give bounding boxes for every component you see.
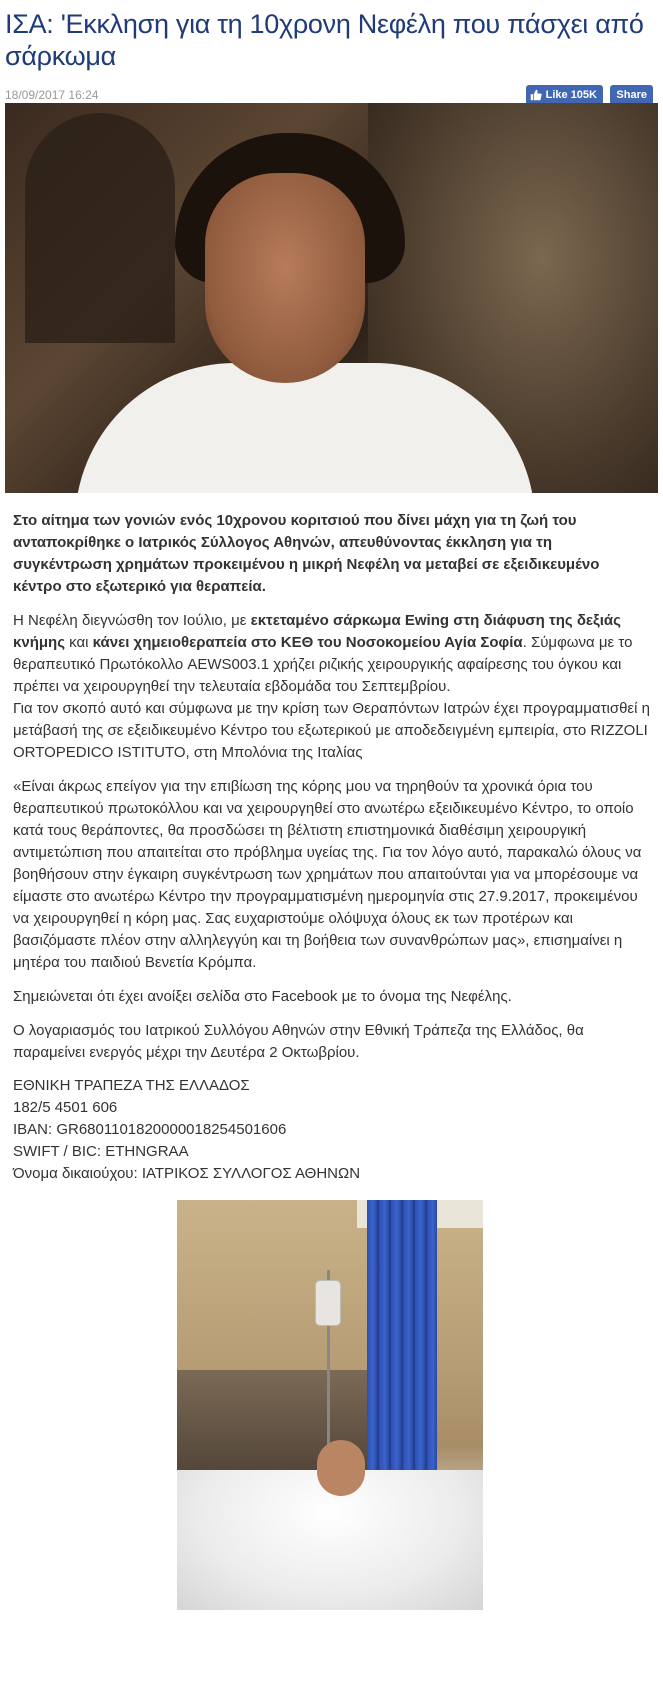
facebook-like-label: Like 105K xyxy=(545,89,597,101)
bank-account-number: 182/5 4501 606 xyxy=(13,1099,118,1116)
bank-details xyxy=(13,1075,650,1185)
article-body xyxy=(5,510,658,1185)
article-lead: Στο αίτημα των γονιών ενός 10χρονου κοριτσιού που δίνει μάχη για τη ζωή του ανταποκρίθηκε ο Ιατρικός Σύλλογος Αθηνών, απευθύνοντας έκκληση για τη συγκέντρωση χρημάτων προκειμένου η μικρή Νεφέλη να μεταβεί σε εξειδικευμένο κέντρο στο εξωτερικό για θεραπεία. xyxy=(13,512,600,595)
article-account-note: Ο λογαριασμός του Ιατρικού Συλλόγου Αθηνών στην Εθνική Τράπεζα της Ελλάδος, θα παραμείνει ενεργός μέχρι την Δευτέρα 2 Οκτωβρίου. xyxy=(13,1022,584,1061)
bank-name: ΕΘΝΙΚΗ ΤΡΑΠΕΖΑ ΤΗΣ ΕΛΛΑΔΟΣ xyxy=(13,1077,250,1094)
bank-holder: Όνομα δικαιούχου: ΙΑΤΡΙΚΟΣ ΣΥΛΛΟΓΟΣ ΑΘΗΝΩΝ xyxy=(13,1165,361,1182)
bank-swift: SWIFT / BIC: ETHNGRAA xyxy=(13,1143,189,1160)
facebook-share-button[interactable] xyxy=(610,85,653,105)
article-title: ΙΣΑ: 'Εκκληση για τη 10χρονη Νεφέλη που πάσχει από σάρκωμα xyxy=(5,9,644,71)
facebook-like-button[interactable] xyxy=(526,85,603,105)
article-facebook-note: Σημειώνεται ότι έχει ανοίξει σελίδα στο Facebook με το όνομα της Νεφέλης. xyxy=(13,988,512,1005)
thumbs-up-icon xyxy=(530,89,542,101)
article-paragraph-diagnosis: Η Νεφέλη διεγνώσθη τον Ιούλιο, με εκτεταμένο σάρκωμα Ewing στη διάφυση της δεξιάς κνήμης και κάνει χημειοθεραπεία στο ΚΕΘ του Νοσοκομείου Αγία Σοφία. Σύμφωνα με το θεραπευτικό Πρωτόκολλο AEWS003.1 χρήζει ριζικής χειρουργικής αφαίρεσης του όγκου και πρέπει να χειρουργηθεί την τελευταία εβδομάδα του Σεπτεμβρίου. Για τον σκοπό αυτό και σύμφωνα με την κρίση των Θεραπόντων Ιατρών έχει προγραμματισθεί η μετάβασή της σε εξειδικευμένο Κέντρο του εξωτερικού με αποδεδειγμένη εμπειρία, στο RIZZOLI ORTOPEDICO ISTITUTO, στη Μπολόνια της Ιταλίας xyxy=(13,612,650,761)
bank-iban: IBAN: GR6801101820000018254501606 xyxy=(13,1121,287,1138)
hospital-photo xyxy=(177,1200,483,1610)
facebook-share-label: Share xyxy=(616,89,647,101)
article-quote: «Είναι άκρως επείγον για την επιβίωση της κόρης μου να τηρηθούν τα χρονικά όρια του θεραπευτικού πρωτοκόλλου και να χειρουργηθεί στο ανωτέρω εξειδικευμένο Κέντρο, το οποίο κατά τους θεράποντες, θα προσδώσει τη βέλτιστη επιστημονικά διαθέσιμη χειρουργική αντιμετώπιση που απαιτείται στο πρόβλημα υγείας της. Για τον λόγο αυτό, παρακαλώ όλους να βοηθήσουν στην έγκαιρη συγκέντρωση των χρημάτων που απαιτούνται για να μπορέσουμε να είμαστε στο ανωτέρω Κέντρο την προγραμματισμένη ημερομηνία στις 27.9.2017, προκειμένου να χειρουργηθεί η κόρη μας. Σας ευχαριστούμε ολόψυχα όλους εκ των προτέρων και βασιζόμαστε πλέον στην αλληλεγγύη και τη βοήθεια των συνανθρώπων μας», επισημαίνει η μητέρα του παιδιού Βενετία Κρόμπα. xyxy=(13,778,642,971)
publish-date: 18/09/2017 16:24 xyxy=(5,88,99,102)
hero-photo-girl xyxy=(5,103,658,493)
